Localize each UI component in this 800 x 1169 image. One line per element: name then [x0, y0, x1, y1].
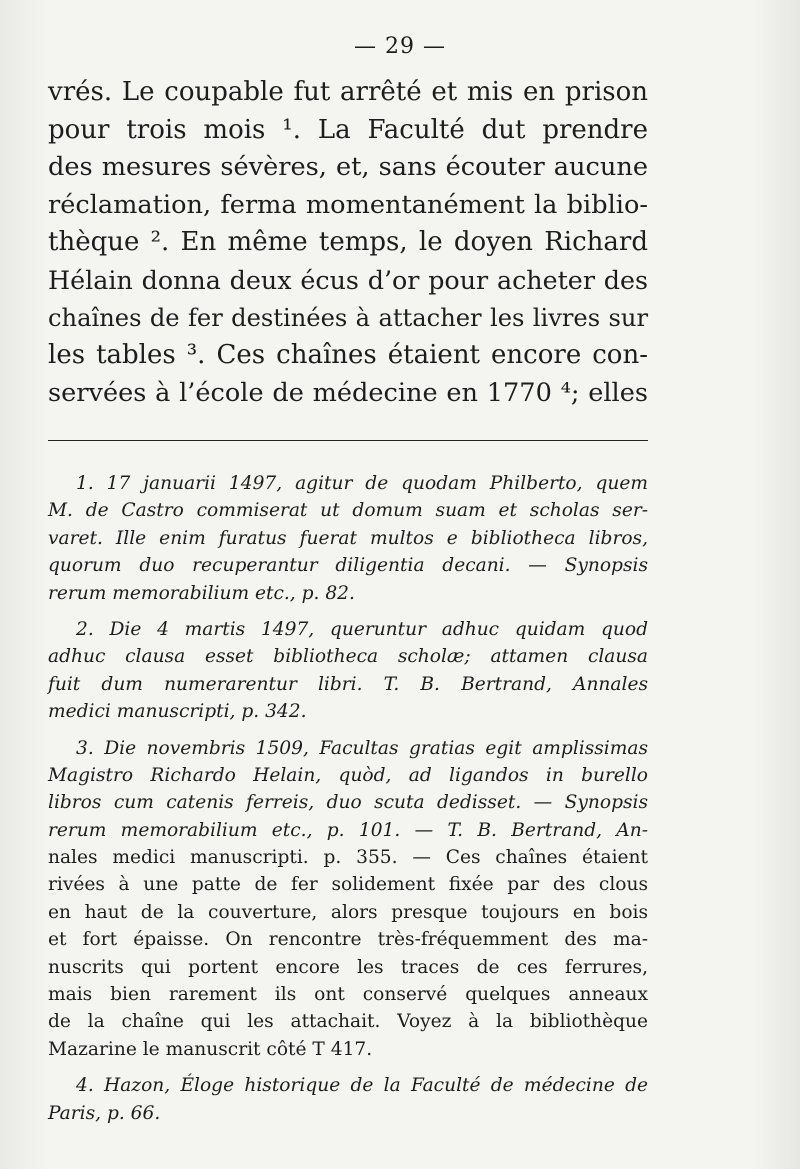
- footnote-line: nuscrits qui portent encore les traces de ces ferrures,: [48, 956, 648, 978]
- footnote-line: et fort épaisse. On rencontre très-fréquemment des ma-: [48, 929, 648, 951]
- footnote-line: varet. Ille enim furatus fuerat multos e bibliotheca libros,: [48, 527, 648, 549]
- footnote-line: Paris, p. 66.: [48, 1102, 161, 1124]
- footnote-line: M. de Castro commiserat ut domum suam et scholas ser-: [48, 500, 648, 522]
- page-number: — 29 —: [354, 34, 446, 59]
- footnote-line: 2. Die 4 martis 1497, queruntur adhuc quidam quod: [76, 618, 648, 640]
- main-text: [48, 74, 648, 412]
- main-text-line: Hélain donna deux écus d’or pour acheter des: [48, 264, 648, 295]
- footnote-line: adhuc clausa esset bibliotheca scholæ; attamen clausa: [48, 646, 648, 668]
- footnote-line: rerum memorabilium etc., p. 82.: [48, 582, 355, 604]
- footnote-3: [48, 735, 648, 1064]
- footnote-line: medici manuscripti, p. 342.: [48, 701, 307, 723]
- footnote-1: [48, 470, 648, 607]
- footnote-line: Magistro Richardo Helain, quòd, ad ligandos in burello: [48, 764, 648, 786]
- footnote-line: 4. Hazon, Éloge historique de la Faculté de médecine de: [76, 1075, 648, 1097]
- main-text-line: servées à l’école de médecine en 1770 ⁴; elles: [48, 377, 648, 408]
- footnote-line: libros cum catenis ferreis, duo scuta dedisset. — Synopsis: [48, 792, 648, 814]
- main-text-line: pour trois mois ¹. La Faculté dut prendre: [48, 114, 648, 145]
- footnote-line: de la chaîne qui les attachait. Voyez à la bibliothèque: [48, 1011, 648, 1033]
- main-text-line: thèque ². En même temps, le doyen Richard: [48, 227, 648, 258]
- footnote-line: fuit dum numerarentur libri. T. B. Bertrand, Annales: [48, 673, 648, 695]
- main-text-line: vrés. Le coupable fut arrêté et mis en prison: [48, 77, 648, 107]
- footnote-line: en haut de la couverture, alors presque toujours en bois: [48, 901, 648, 923]
- footnote-separator-rule: [48, 440, 648, 441]
- footnote-line: nales medici manuscripti. p. 355. — Ces chaînes étaient: [48, 847, 648, 869]
- footnote-line: mais bien rarement ils ont conservé quelques anneaux: [48, 984, 648, 1006]
- main-text-line: réclamation, ferma momentanément la biblio-: [48, 189, 648, 220]
- main-text-line: des mesures sévères, et, sans écouter aucune: [48, 152, 648, 183]
- footnotes: [48, 470, 648, 1136]
- footnote-line: rivées à une patte de fer solidement fixée par des clous: [48, 874, 648, 896]
- footnote-line: 3. Die novembris 1509, Facultas gratias egit amplissimas: [76, 737, 648, 759]
- footnote-line: Mazarine le manuscrit côté T 417.: [48, 1038, 373, 1060]
- footnote-line: rerum memorabilium etc., p. 101. — T. B. Bertrand, An-: [48, 819, 648, 841]
- footnote-line: quorum duo recuperantur diligentia decani. — Synopsis: [48, 555, 648, 577]
- footnote-line: 1. 17 januarii 1497, agitur de quodam Philberto, quem: [76, 473, 648, 494]
- footnote-2: [48, 616, 648, 726]
- footnote-4: [48, 1072, 648, 1127]
- main-text-line: les tables ³. Ces chaînes étaient encore con-: [48, 340, 648, 371]
- main-text-line: chaînes de fer destinées à attacher les livres sur: [48, 303, 648, 332]
